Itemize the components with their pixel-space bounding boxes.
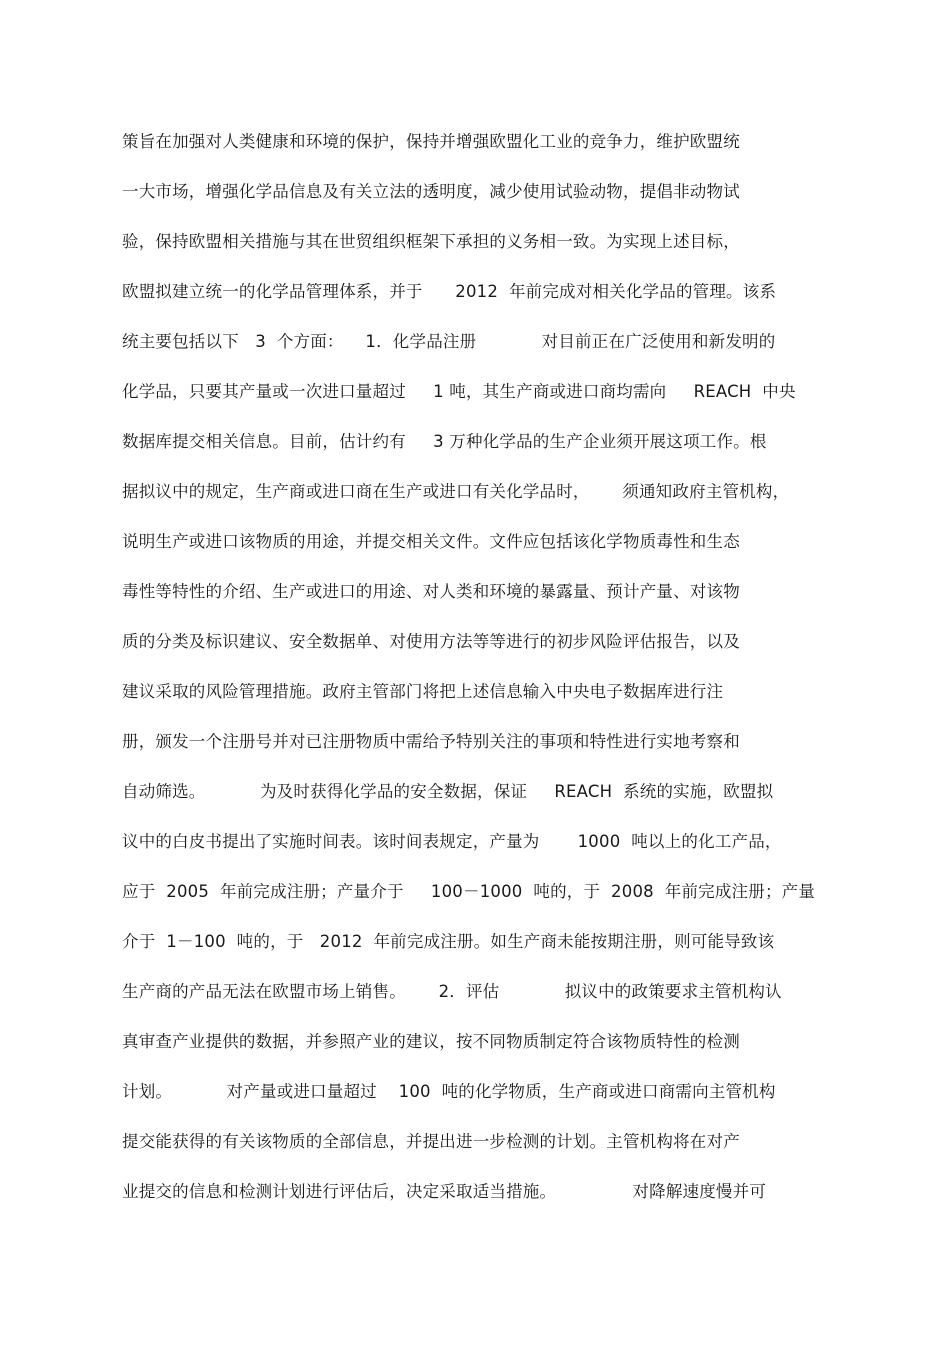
text-line: 议中的白皮书提出了实施时间表。该时间表规定，产量为 1000 吨以上的化工产品，: [122, 832, 782, 851]
text-line: 自动筛选。 为及时获得化学品的安全数据，保证 REACH 系统的实施，欧盟拟: [122, 782, 774, 801]
text-line: 建议采取的风险管理措施。政府主管部门将把上述信息输入中央电子数据库进行注: [122, 682, 724, 701]
text-line: 毒性等特性的介绍、生产或进口的用途、对人类和环境的暴露量、预计产量、对该物: [122, 582, 740, 601]
text-line: 验，保持欧盟相关措施与其在世贸组织框架下承担的义务相一致。为实现上述目标，: [122, 232, 740, 251]
text-line: 欧盟拟建立统一的化学品管理体系，并于 2012 年前完成对相关化学品的管理。该系: [122, 282, 777, 301]
text-line: 统主要包括以下 3 个方面： 1．化学品注册 对目前正在广泛使用和新发明的: [122, 332, 776, 351]
text-line: 业提交的信息和检测计划进行评估后，决定采取适当措施。 对降解速度慢并可: [122, 1182, 767, 1201]
text-line: 一大市场，增强化学品信息及有关立法的透明度，减少使用试验动物，提倡非动物试: [122, 182, 740, 201]
text-line: 化学品，只要其产量或一次进口量超过 1 吨，其生产商或进口商均需向 REACH 中央: [122, 382, 796, 401]
body-text: [122, 126, 832, 1226]
text-line: 质的分类及标识建议、安全数据单、对使用方法等等进行的初步风险评估报告，以及: [122, 632, 740, 651]
text-line: 说明生产或进口该物质的用途，并提交相关文件。文件应包括该化学物质毒性和生态: [122, 532, 740, 551]
text-line: 应于 2005 年前完成注册；产量介于 100－1000 吨的，于 2008 年前完成注册；产量: [122, 882, 816, 901]
text-line: 生产商的产品无法在欧盟市场上销售。 2．评估 拟议中的政策要求主管机构认: [122, 982, 782, 1001]
text-line: 计划。 对产量或进口量超过 100 吨的化学物质，生产商或进口商需向主管机构: [122, 1082, 776, 1101]
text-line: 真审查产业提供的数据，并参照产业的建议，按不同物质制定符合该物质特性的检测: [122, 1032, 740, 1051]
text-line: 据拟议中的规定，生产商或进口商在生产或进口有关化学品时， 须通知政府主管机构，: [122, 482, 790, 501]
text-line: 册，颁发一个注册号并对已注册物质中需给予特别关注的事项和特性进行实地考察和: [122, 732, 740, 751]
text-line: 数据库提交相关信息。目前，估计约有 3 万种化学品的生产企业须开展这项工作。根: [122, 432, 767, 451]
text-line: 策旨在加强对人类健康和环境的保护，保持并增强欧盟化工业的竞争力，维护欧盟统: [122, 132, 740, 151]
text-line: 提交能获得的有关该物质的全部信息，并提出进一步检测的计划。主管机构将在对产: [122, 1132, 740, 1151]
text-line: 介于 1－100 吨的，于 2012 年前完成注册。如生产商未能按期注册，则可能导致该: [122, 932, 775, 951]
